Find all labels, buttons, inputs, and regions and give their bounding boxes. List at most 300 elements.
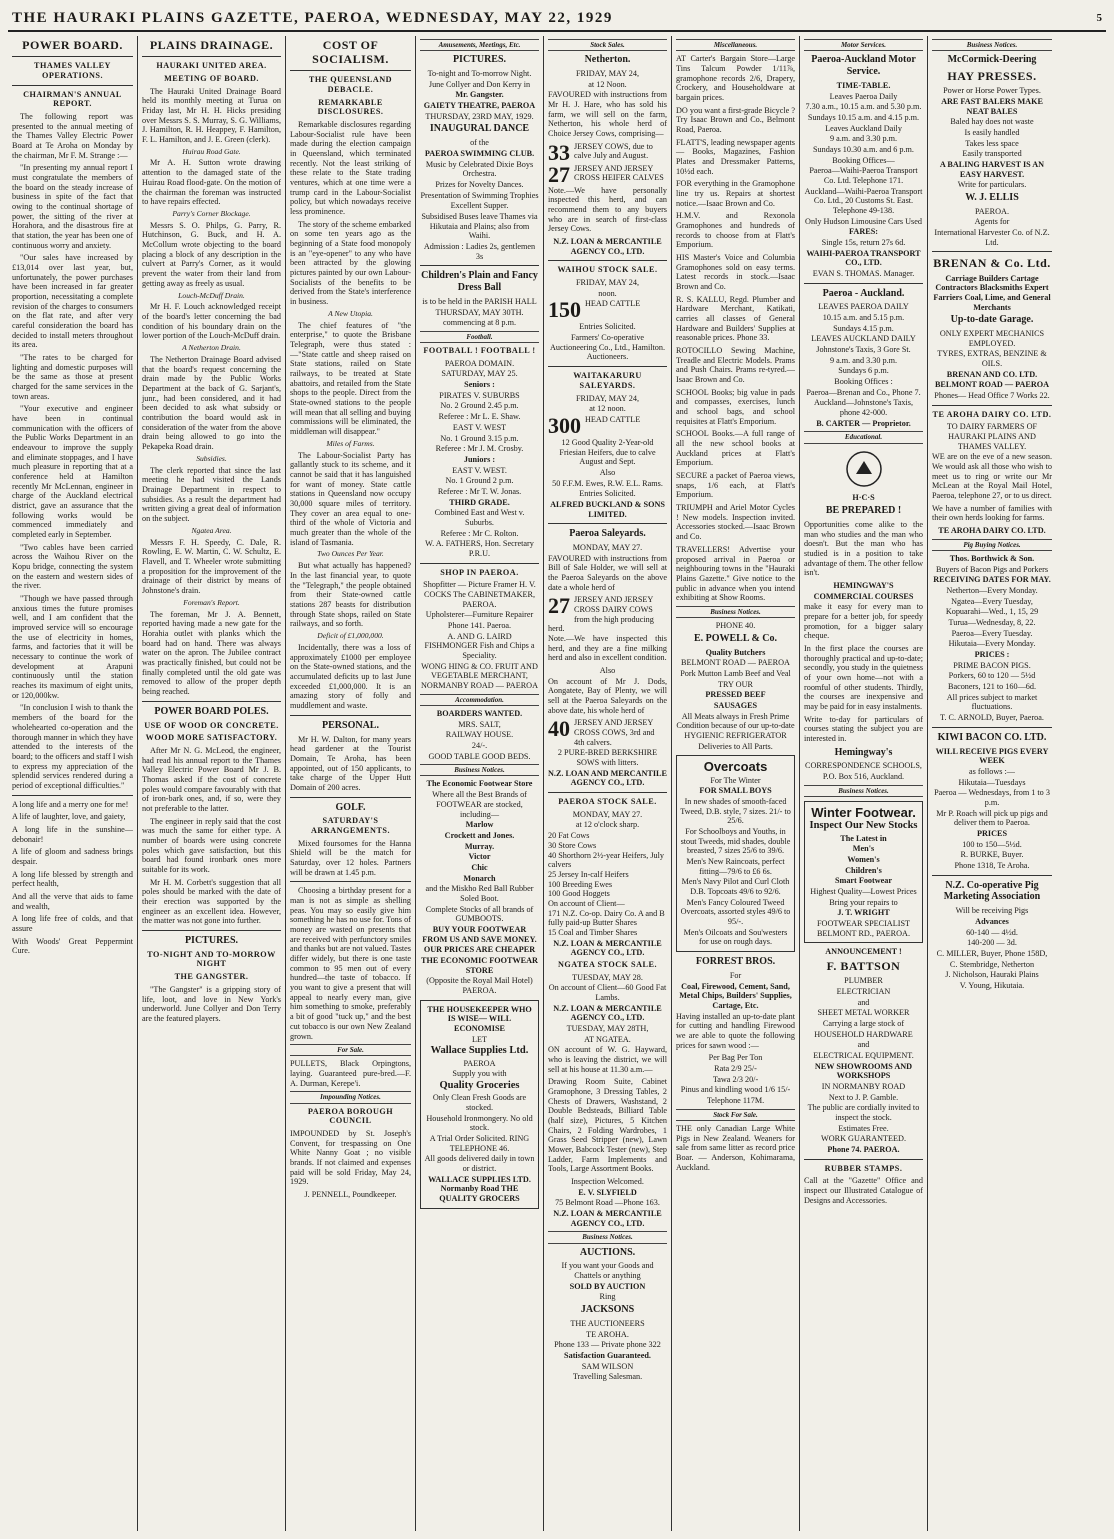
power-types: Power or Horse Power Types.	[943, 86, 1041, 96]
boarders-place: RAILWAY HOUSE.	[445, 730, 514, 740]
divider	[932, 875, 1052, 876]
hemingways-full: Hemingway's	[834, 746, 893, 758]
sale-date: FRIDAY, MAY 24,	[575, 393, 640, 403]
paragraph: Messrs F. H. Speedy, C. Dale, R. Rowling, E. W. Martin, C. W. Schultz, E. Flavell, and T. Wheeler wrote submitting a proposition for the improvement of the drainage of their district by means of Johnstone's drain.	[142, 537, 281, 596]
category-label: For Sale.	[290, 1044, 411, 1056]
ball-heading: Children's Plain and Fancy Dress Ball	[421, 270, 538, 294]
paragraph: "Two cables have been carried across the Waihou River on the Kopu bridge, connecting the system on the eastern and western sides of the river.	[12, 542, 133, 591]
gumboots: Complete Stocks of all brands of GUMBOOTS.	[425, 904, 534, 924]
paragraph: The clerk reported that since the last meeting he had visited the Lands Drainage Department in respect to subsidies. As a result the department had written giving a great deal of information on the subject.	[142, 465, 281, 524]
sale-items: Drawing Room Suite, Cabinet Gramophone, 3 Dressing Tables, 2 Chests of Drawers, Washstand, 2 Double Bedsteads, Billiard Table (half size), Pictures, 5 Kitchen Chairs, 2 Folding Wardrobes, 1 Grass Seed Stripper (new), Lawn Mower, Babcock Tester (new), Step Ladder, Farm Implements and Tools, Large Assortment Books.	[548, 1077, 667, 1174]
mechanics: ONLY EXPERT MECHANICS EMPLOYED.	[939, 329, 1045, 348]
battson-normanby: IN NORMANBY ROAD	[821, 1082, 906, 1091]
lot-count: 150	[548, 297, 581, 323]
subject: All prices subject to market fluctuations.	[946, 692, 1038, 712]
wright-name: J. T. WRIGHT	[837, 908, 890, 918]
battson-electrical: ELECTRICAL EQUIPMENT.	[813, 1050, 914, 1060]
pa-line: Booking Offices :	[834, 377, 893, 387]
brenan-builders: Carriage Builders Cartage Contractors Blacksmiths Expert Farriers Coal, Lime, and General Merchants	[933, 273, 1051, 312]
fresh-label: Only Clean Fresh Goods are stocked.	[432, 1093, 527, 1113]
battson-showrooms: NEW SHOWROOMS AND WORKSHOPS	[814, 1061, 913, 1081]
phone-label: PHONE 40.	[715, 621, 756, 631]
edu-text: Opportunities come alike to the man who studies and the man who doesn't. But the man who has studied is in a position to take advantage of them. The other fellow isn't.	[804, 519, 923, 578]
battson-carrying: Carrying a large stock of	[822, 1018, 905, 1028]
brand: Chic	[471, 862, 488, 872]
commercial-courses: COMMERCIAL COURSES	[813, 591, 914, 601]
football-date: SATURDAY, MAY 25.	[441, 369, 518, 379]
sale-heading: Netherton.	[584, 54, 631, 66]
mens-label: Men's	[852, 844, 875, 854]
pa-line: Johnstone's Taxis, 3 Gore St.	[816, 345, 911, 355]
overcoat-line: Men's Oilcoats and Sou'westers for use on rough days.	[683, 927, 788, 947]
paragraph: The Labour-Socialist Party has gallantly stuck to its scheme, and it cannot be said that it has languished for want of money. State cattle stations in Queensland now occupy 30,000 square miles of territory. They cover an area equal to one-third of the whole of Victoria and much greater than the whole of the island of Tasmania.	[290, 450, 411, 547]
shop-line: Upholsterer—Furniture Repairer	[425, 610, 534, 620]
waihi-transport: WAIHI-PAEROA TRANSPORT CO., LTD.	[806, 248, 921, 268]
battson-phone: Phone 74. PAEROA.	[827, 1145, 900, 1155]
slyfield: E. V. SLYFIELD	[578, 1187, 637, 1197]
prices2: PRICES	[976, 828, 1008, 838]
try-our: TRY OUR	[718, 679, 753, 689]
pobox: P.O. Box 516, Auckland.	[822, 772, 905, 782]
divider	[804, 283, 923, 284]
dairy-heading: TE AROHA DAIRY CO. LTD.	[932, 409, 1052, 419]
sale-heading: PAEROA STOCK SALE.	[558, 797, 657, 807]
kiwi-will: WILL RECEIVE PIGS EVERY WEEK	[935, 746, 1049, 766]
dairy-text: We have a number of families with their own herds looking for farms.	[932, 503, 1052, 523]
ball-time: commencing at 8 p.m.	[443, 318, 516, 328]
overcoat-line: In new shades of smooth-faced Tweed, D.B. style, 7 sizes. 21/- to 25/6.	[680, 796, 791, 826]
divider	[12, 795, 133, 796]
receiving2: Will be receiving Pigs	[955, 906, 1029, 916]
boarders-name: MRS. SALT,	[458, 719, 501, 729]
lot-count: 27	[548, 593, 570, 619]
paragraph: Mixed foursomes for the Hanna Shield will be the match for Saturday, over 12 holes. Partners will be drawn at 1.45 p.m.	[290, 838, 411, 877]
lot	[548, 412, 667, 438]
pig-date: Kopuarahi—Wed., 1, 15, 29	[945, 607, 1039, 617]
dance-club: PAEROA SWIMMING CLUB.	[424, 148, 535, 158]
sale-line: 15 Coal and Timber Shares	[548, 927, 638, 937]
house-heading: THE HOUSEKEEPER WHO IS WISE— WILL ECONOMISE	[427, 1004, 532, 1033]
category-label: Business Notices.	[420, 764, 539, 776]
childrens-label: Children's	[845, 865, 882, 875]
divider	[290, 715, 411, 716]
small-boys: FOR SMALL BOYS	[699, 786, 772, 796]
footwear-tail: and the Miskho Red Ball Rubber Soled Boot.	[425, 884, 534, 903]
pictures-film: Mr. Gangster.	[455, 90, 504, 100]
motor-line: 9 a.m. and 3.30 p.m.	[829, 134, 898, 144]
sale-place: AT NGATEA.	[584, 1034, 631, 1044]
agency: N.Z. LOAN & MERCANTILE AGENCY CO., LTD.	[553, 1003, 662, 1023]
poem-line: A long life in the sunshine—debonair!	[12, 824, 133, 844]
auctions-heading: AUCTIONS.	[579, 1246, 636, 1258]
sale-time: at 12 noon.	[589, 404, 626, 414]
sale-line: 100 Breeding Ewes	[548, 879, 613, 889]
category-label: Business Notices.	[676, 606, 795, 618]
pa-line: Sundays 4.15 p.m.	[833, 323, 894, 333]
poem-line: A long life and a merry one for me!	[12, 799, 129, 809]
category-label: Business Notices.	[932, 39, 1052, 51]
sale-line: 50 F.F.M. Ewes, R.W. E.L. Rams.	[552, 478, 663, 488]
divider	[420, 563, 539, 564]
hcs-emblem-icon	[844, 449, 884, 489]
sale-date: TUESDAY, MAY 28TH,	[566, 1023, 649, 1033]
lot	[548, 139, 667, 165]
battson-and2: and	[857, 1040, 870, 1050]
boarders-heading: BOARDERS WANTED.	[436, 708, 523, 718]
price-head: Per Bag Per Ton	[708, 1053, 763, 1063]
classified-ad: THE only Canadian Large White Pigs in New Zealand. Weaners for sale from same litter as record price Boar. — Anderson, Kohimarama, Auckland.	[676, 1123, 795, 1172]
divider	[290, 797, 411, 798]
paragraph: After Mr N. G. McLeod, the engineer, had read his annual report to the Thames Valley Electric Power Board Mr J. B. Thomas asked if the cost of concrete poles would compare favourably with that of iron-bark ones, and, if so, were they not preferable to the latter.	[142, 745, 281, 813]
sausages: SAUSAGES	[713, 700, 758, 710]
wallace-name: Wallace Supplies Ltd.	[430, 1045, 529, 1057]
divider	[932, 727, 1052, 728]
item-title: Parry's Corner Blockage.	[172, 208, 251, 218]
divider	[12, 85, 133, 86]
porkers: Porkers, 60 to 120 — 5½d	[948, 671, 1036, 681]
lot	[548, 595, 667, 634]
masthead-title: THE HAURAKI PLAINS GAZETTE, PAEROA, WEDNESDAY, MAY 22, 1929	[12, 9, 613, 26]
fares: FARES:	[849, 227, 878, 237]
buy-slogan: BUY YOUR FOOTWEAR FROM US AND SAVE MONEY.	[422, 924, 537, 944]
paragraph: Choosing a birthday present for a man is not as simple as shelling peas. You may so easily give him something he has no use for. Tons of money are wasted on presents that are received with perfunctory smiles and thanks but are not valued. Tastes differ widely, but there is one taste common to 95 men out of every hundred—the taste of tobacco. If you want to give a present that will appeal to nearly every man, give him something to smoke, preferably a bit of good "tuck up," and the best cut tobacco is our own New Zealand grown.	[290, 886, 411, 1041]
poem-line: With Woods' Great Peppermint Cure.	[12, 936, 133, 956]
fast-balers: ARE FAST BALERS MAKE NEAT BALES	[941, 96, 1043, 116]
lot-text: JERSEY AND JERSEY CROSS DAIRY COWS from the high producing herd.	[548, 595, 654, 634]
ball-where: is to be held in the PARISH HALL	[422, 296, 537, 306]
theatre-date: THURSDAY, 23RD MAY, 1929.	[425, 111, 534, 121]
sold-by-auction: SOLD BY AUCTION	[569, 1281, 646, 1291]
sale-note: Note.—We have inspected this herd, and they are a fine milking herd and also in excellent condition.	[548, 634, 667, 663]
article-subheading: TO-NIGHT AND TO-MORROW NIGHT	[147, 949, 276, 969]
brand: Murray.	[464, 841, 495, 851]
write: Write for particulars.	[957, 180, 1027, 190]
paragraph: Mr H. W. Dalton, for many years head gardener at the Tourist Domain, Te Aroha, has been appointed, out of 150 applicants, to take charge of the Upper Hutt Domain of 200 acres.	[290, 734, 411, 792]
lot-count: 300	[548, 412, 581, 438]
poem-line: A long life blessed by strength and perfect health,	[12, 869, 133, 889]
paragraph: "The rates to be charged for lighting and domestic purposes will be the same as those at present charged for the same services in the town areas.	[12, 352, 133, 401]
paragraph: The following report was presented to the annual meeting of the Thames Valley Electric Power Board at Te Aroha on Monday by the chairman, Mr F. M. Strange :—	[12, 111, 133, 160]
battson-sheet: SHEET METAL WORKER	[817, 1008, 910, 1018]
brenan-phones: Phones— Head Office 7 Works 22.	[934, 391, 1050, 401]
article-section: REMARKABLE DISCLOSURES.	[317, 97, 384, 117]
let-label: LET	[471, 1034, 487, 1044]
match-referee: Referee : Mr J. M. Crosby.	[435, 444, 524, 454]
wallace-footer: WALLACE SUPPLIES LTD. Normanby Road THE QUALITY GROCERS	[428, 1174, 531, 1204]
wright-specialist: FOOTWEAR SPECIALIST BELMONT RD., PAEROA.	[816, 919, 911, 938]
forrest-goods: Coal, Firewood, Cement, Sand, Metal Chips, Builders' Supplies, Cartage, Etc.	[679, 981, 792, 1010]
boarders-price: 24/-.	[471, 740, 488, 750]
classified-ad: AT Carter's Bargain Store—Large Tins Talcum Powder 1/11⅞, gramophone records 2/6, Drapery, Crockery, and Householdware at bargain prices.	[676, 54, 795, 102]
classified-ad: HIS Master's Voice and Columbia Gramophones sold on easy terms. Latest records in stock.—Isaac Brown and Co.	[676, 253, 795, 292]
pa-line: LEAVES PAEROA DAILY	[818, 302, 909, 312]
announcement: ANNOUNCEMENT !	[825, 947, 902, 957]
divider	[12, 56, 133, 57]
grade-label: THIRD GRADE.	[449, 497, 510, 507]
overcoats-heading: Overcoats	[703, 759, 768, 775]
match-detail: No. 1 Ground 2 p.m.	[445, 476, 514, 486]
sale-text: On account of Mr J. Dods, Aongatete, Bay of Plenty, we will sell at the Paeroa Saleyards on the above date, his whole herd of	[548, 676, 667, 715]
hay-line: Baled hay does not waste	[950, 117, 1034, 127]
divider	[932, 251, 1052, 252]
grade-label: Seniors :	[464, 380, 495, 390]
football-heading: FOOTBALL ! FOOTBALL !	[423, 346, 536, 356]
powell-name: E. POWELL & Co.	[693, 632, 778, 644]
footwear-heading: The Economic Footwear Store	[426, 779, 533, 789]
quality-label: Highest Quality—Lowest Prices	[810, 887, 917, 897]
classified-ad: ROTOCILLO Sewing Machine, Treadle and Electric Models. Prams and Push Chairs. Prams re-tyred.—Isaac Brown and Co.	[676, 346, 795, 385]
item-title: Huirau Road Gate.	[182, 146, 241, 156]
masthead	[8, 6, 1106, 32]
paragraph: The Netherton Drainage Board advised that the board's request concerning the drain made by the Public Works Department at the back of G. Sarjant's, junr., had been considered, and it had been decided to ask what subsidy or contribution the board would ask in consideration of the water from the above drain being allowed to go into the Pekapeka Road drain.	[142, 355, 281, 452]
burke: R. BURKE, Buyer.	[960, 850, 1024, 860]
ellis: W. J. ELLIS	[965, 191, 1019, 203]
article-subheading: USE OF WOOD OR CONCRETE.	[144, 720, 279, 730]
rubber-text: Call at the "Gazette" Office and inspect our Illustrated Catalogue of Designs and Accessories.	[804, 1176, 923, 1205]
adv2: 140-200 — 3d.	[967, 938, 1017, 948]
lot-text: HEAD CATTLE	[585, 299, 641, 309]
ring-label: A Trial Order Solicited. RING TELEPHONE 46.	[429, 1134, 530, 1153]
divider	[804, 1159, 923, 1160]
prime-label: PRIME BACON PIGS.	[953, 660, 1031, 670]
lot-text: JERSEY AND JERSEY CROSS COWS, 3rd and 4th calvers.	[574, 718, 655, 747]
sale-line: 25 Jersey In-calf Heifers	[548, 869, 629, 879]
pig-date: Turua—Wednesday, 8, 22.	[948, 618, 1036, 628]
nicholson: J. Nicholson, Hauraki Plains	[945, 970, 1039, 980]
motor-line: Leaves Auckland Daily	[825, 123, 902, 133]
classified-ad: R. S. KALLU, Regd. Plumber and Hardware Merchant, Katikati, carries all classes of General Hardware and Builders' Supplies at reasonable prices. Phone 33.	[676, 294, 795, 343]
baconers: Baconers, 121 to 160—6d.	[947, 682, 1036, 692]
kiwi-as: as follows :—	[969, 766, 1015, 776]
classified-ad: H.M.V. and Rexonola Gramophones and hundreds of records to choose from at Flatt's Emporium.	[676, 211, 795, 250]
edu-text: make it easy for every man to prepare for a better job, for speedy promotion, for a bigger salary cheque.	[804, 602, 923, 641]
column-2	[138, 36, 286, 1531]
price-row: Tawa 2/3 20/-	[712, 1074, 759, 1084]
motor-line: Sundays 10.30 a.m. and 6 p.m.	[813, 144, 914, 154]
prices-label: PRICES :	[974, 650, 1010, 660]
sale-line: 20 Fat Cows	[548, 831, 590, 841]
article-subheading: THE QUEENSLAND DEBACLE.	[308, 75, 393, 94]
battson-name: F. BATTSON	[826, 959, 901, 974]
lot-text: JERSEY COWS, due to calve July and August.	[574, 141, 653, 161]
dance-prizes: Prizes for Novelty Dances.	[435, 179, 524, 189]
paragraph: "Our sales have increased by £13,014 over last year, but, unfortunately, the power purchases have been increased in far greater proportion, necessitating a complete revision of the charges to consumers on the flat rate, and after very careful consideration the board has decided to install meters throughout its area.	[12, 253, 133, 350]
match-detail: No. 2 Ground 2.45 p.m.	[440, 401, 519, 411]
paragraph: Mr A. H. Sutton wrote drawing attention to the damaged state of the Huirau Road flood-gate. On the motion of the chairman the foreman was instructed to have repairs effected.	[142, 158, 281, 207]
forrest-phone: Telephone 117M.	[706, 1095, 765, 1105]
sale-time: at 12 Noon.	[588, 79, 627, 89]
bring-label: Bring your repairs to	[829, 897, 898, 907]
battson-electrician: ELECTRICIAN	[836, 986, 891, 996]
item-title: Ngatea Area.	[191, 525, 232, 535]
dance-buses: Subsidised Buses leave Thames via Hikutaia and Plains; also from Waihi.	[421, 211, 538, 241]
cheaper-slogan: OUR PRICES ARE CHEAPER	[423, 945, 536, 955]
sale-text: ON account of W. G. Hayward, who is leaving the district, we will sell at his house at 11.30 a.m.—	[548, 1045, 667, 1074]
match-detail: No. 1 Ground 3.15 p.m.	[440, 433, 519, 443]
sale-heading: WAIHOU STOCK SALE.	[557, 265, 658, 275]
sale-heading: Paeroa Saleyards.	[569, 528, 646, 540]
coop-heading: N.Z. Co-operative Pig Marketing Association	[943, 879, 1041, 903]
lot-count: 40	[548, 716, 570, 742]
buyers: Buyers of Bacon Pigs and Porkers	[935, 564, 1049, 574]
sale-note: Note.—We have personally inspected this herd, and can recommend them to any buyers who are in search of first-class Jersey Cows.	[548, 185, 667, 234]
pig-date: Hikutaia—Every Monday.	[948, 639, 1036, 649]
column-6	[672, 36, 800, 1531]
divider	[932, 405, 1052, 406]
divider	[548, 260, 667, 261]
overcoats-for: For The Winter	[710, 775, 761, 785]
classified-ad: FOR everything in the Gramophone line try us. Repairs at shortest notice.—Isaac Brown and Co.	[676, 179, 795, 208]
motor-line: Auckland—Waihi-Paeroa Transport Co. Ltd., 20 Customs St. East. Telephone 49-138.	[804, 186, 923, 215]
paragraph: The Hauraki United Drainage Board held its monthly meeting at Turua on Friday last, Mr H. H. Hicks presiding over Messrs S. S. Murray, S. G. Williams, J. Hamilton, R. H. Heappey, F. Hamilton, F. L. Hamilton, and J. E. Green (clerk).	[142, 86, 281, 144]
page-number: 5	[1096, 12, 1102, 24]
sale-date: FRIDAY, MAY 24,	[575, 69, 640, 79]
classified-ad: FLATT'S, leading newspaper agents — Books, Magazines, Fashion Plates and Dressmaker Patterns, 10½d each.	[676, 137, 795, 176]
stembridge: C. Stembridge, Netherton	[949, 959, 1035, 969]
paragraph: Messrs S. O. Philps, G. Parry, R. Hutchinson, G. Buck, and H. A. McCollum wrote objecting to the board placing a block of any description in the culvert at Parry's Corner, as it would prevent the water from their land from getting away as freely as usual.	[142, 220, 281, 288]
article-heading-power-board: POWER BOARD.	[22, 38, 123, 52]
be-prepared: BE PREPARED !	[825, 505, 902, 517]
schools: CORRESPONDENCE SCHOOLS,	[805, 761, 922, 771]
dance-admission: Admission : Ladies 2s, gentlemen 3s	[423, 241, 536, 261]
dairy-text: WE are on the eve of a new season. We would ask all those who wish to meet us to ring or write our Mr McLean at the Royal Mail Hotel, Paeroa, telephone 27, or to us direct.	[932, 452, 1052, 501]
column-4	[416, 36, 544, 1531]
agency: N.Z. LOAN AND MERCANTILE AGENCY CO., LTD.	[548, 768, 667, 788]
mccormick: McCormick-Deering	[947, 54, 1037, 66]
category-label: Stock For Sale.	[676, 1109, 795, 1121]
overcoat-line: Men's New Raincoats, perfect fitting—79/6 to £6 6s.	[686, 857, 785, 876]
jacksons: JACKSONS	[580, 1304, 635, 1316]
match-teams: EAST V. WEST	[452, 422, 507, 432]
pa-line: Auckland—Johnstone's Taxis, phone 42-000.	[814, 398, 913, 418]
edu-text: Write to-day for particulars of courses stating the subject you are interested in.	[804, 714, 923, 743]
divider	[548, 523, 667, 524]
hemingways: HEMINGWAY'S	[833, 580, 894, 590]
sale-line: 40 Shorthorn 2½-year Heifers, July calvers	[548, 850, 664, 870]
sale-date: MONDAY, MAY 27.	[572, 809, 643, 819]
supply-label: Supply you with	[452, 1069, 507, 1079]
sale-line: 30 Store Cows	[548, 840, 597, 850]
paragraph: "In presenting my annual report I must congratulate the members of the board on the steady increase of business in spite of the fact that owing to the continual shortage of power, the sitting of the river at Horahora, and the disastrous fire at that station, the year has been one of continuous worry and anxiety.	[12, 163, 133, 250]
fares-detail: Single 15s, return 27s 6d.	[821, 237, 906, 247]
paragraph: Incidentally, there was a loss of approximately £1000 per employee on the State-owned stations, and the accumulated deficits up to last June exceeded £1,000,000. It is an amazing story of folly and muddlement and waste.	[290, 643, 411, 711]
secretary: W. A. FATHERS, Hon. Secretary P.R.U.	[425, 539, 534, 558]
dairy-sign: TE AROHA DAIRY CO. LTD.	[938, 526, 1046, 536]
dance-of: of the	[470, 138, 489, 148]
overcoat-line: Men's Fancy Coloured Tweed Overcoats, assorted styles 49/6 to 95/-.	[680, 897, 791, 927]
carter: B. CARTER — Proprietor.	[816, 418, 911, 428]
timetable: TIME-TABLE.	[836, 80, 891, 90]
article-section: CHAIRMAN'S ANNUAL REPORT.	[23, 89, 122, 109]
sale-line: 100 Good Hoggets	[548, 889, 610, 899]
shop-line: A. AND G. LAIRD FISHMONGER Fish and Chips a Speciality.	[424, 631, 535, 660]
impound-heading: PAEROA BOROUGH COUNCIL	[307, 1106, 394, 1126]
article-section: WOOD MORE SATISFACTORY.	[145, 733, 278, 743]
boarders-tag: GOOD TABLE GOOD BEDS.	[428, 751, 531, 761]
arnold: T. C. ARNOLD, Buyer, Paeroa.	[940, 713, 1044, 723]
ellis-town: PAEROA.	[974, 206, 1010, 216]
latest-label: The Latest in	[840, 833, 887, 843]
article-heading-pictures: PICTURES.	[184, 935, 239, 947]
grade-label: Juniors :	[463, 454, 496, 464]
paragraph: The story of the scheme embarked on some ten years ago as the beginning of a State food monopoly is an "eye-opener" to any who have been attracted by the glowing pictures painted by our own Labour-Socialists of the benefits to be derived from the State's interference in business.	[290, 219, 411, 307]
te-aroha: TE AROHA.	[586, 1329, 629, 1339]
satisfaction: Satisfaction Guaranteed.	[564, 1350, 651, 1360]
overcoat-line: Men's Navy Pilot and Curl Cloth D.B. Topcoats 49/6 to 92/6.	[681, 877, 790, 897]
columns	[8, 36, 1106, 1531]
brenan: BRENAN & Co. Ltd.	[933, 256, 1051, 271]
dance-trophies: Presentation of Swimming Trophies	[420, 190, 539, 200]
divider	[290, 881, 411, 882]
salesman: Travelling Salesman.	[572, 1372, 643, 1382]
kiwi-heading: KIWI BACON CO. LTD.	[937, 731, 1047, 743]
winter-footwear-ad	[804, 801, 923, 943]
motor-line: Only Hudson Limousine Cars Used	[805, 216, 922, 226]
sale-heading: WAITAKARURU SALEYARDS.	[573, 371, 642, 390]
shop-line: Phone 141. Paeroa.	[447, 620, 512, 630]
poem-line: And all the verve that aids to fame and wealth,	[12, 891, 133, 911]
belmont: BELMONT ROAD — PAEROA	[681, 658, 790, 668]
match-teams: PIRATES V. SUBURBS	[439, 390, 520, 400]
forrest-for: For	[729, 970, 742, 980]
paragraph: "Your executive and engineer have been in continual communication with the officers of the Public Works Department in an endeavour to improve the supply and eliminate stoppages, and I have much pleasure in reporting that at a conference held at Hamilton recently Mr McLennan, engineer in charge of the Auckland electrical district, gave an assurance that the following works would be commenced immediately and completed early in September.	[12, 404, 133, 540]
dance-supper: Excellent Supper.	[450, 201, 509, 211]
auctioneers: THE AUCTIONEERS	[570, 1318, 645, 1328]
paragraph: The chief features of "the enterprise," to quote the Brisbane Telegraph, were thus stated :—"State cattle and sheep raised on State stations, railed on State railways, to be treated at State abattoirs, and retailed from the State shops to the people. Direct from the State-owned stations to the people will mean that all selling and buying commissions will be eliminated, the middleman will disappear."	[290, 320, 411, 437]
baling: A BALING HARVEST IS AN EASY HARVEST.	[939, 159, 1045, 179]
article-subheading: THAMES VALLEY OPERATIONS.	[34, 61, 111, 80]
to-dairy: TO DAIRY FARMERS OF HAURAKI PLAINS AND THAMES VALLEY.	[946, 422, 1038, 451]
lot	[548, 718, 667, 747]
pig-date: Netherton—Every Monday.	[946, 586, 1038, 596]
category-label: Business Notices.	[804, 785, 923, 797]
advances: Advances	[975, 916, 1009, 926]
inspection: Inspection Welcomed.	[571, 1177, 644, 1186]
phone1318: Phone 1318, Te Aroha.	[954, 861, 1030, 870]
smart-label: Smart Footwear	[834, 876, 893, 886]
pictures-when: To-night and To-morrow Night.	[427, 69, 532, 79]
category-label: Educational.	[804, 431, 923, 443]
category-label: Motor Services.	[804, 39, 923, 51]
article-section: THE GANGSTER.	[174, 972, 249, 982]
impound-signature: J. PENNELL, Poundkeeper.	[304, 1190, 397, 1200]
hay-presses: HAY PRESSES.	[947, 69, 1037, 84]
divider	[420, 265, 539, 266]
sale-line: Also	[599, 467, 616, 477]
entries: Entries Solicited.	[579, 322, 636, 332]
battson-household: HOUSEHOLD HARDWARE	[814, 1029, 913, 1039]
sale-heading: NGATEA STOCK SALE.	[557, 959, 657, 969]
paragraph: But what actually has happened? In the last financial year, to quote the "Telegraph," the people obtained from their State-owned cattle stations 287 beasts for distribution through State shops, railed on State railways, and so forth.	[290, 561, 411, 629]
classified-ad: TRIUMPH and Ariel Motor Cycles ! New models. Inspection invited. Accessories stocked.—Isaac Brown and Co.	[676, 503, 795, 542]
garage: Up-to-date Garage.	[950, 314, 1034, 326]
item-title: Louch-McDuff Drain.	[178, 290, 245, 300]
paragraph: "The Gangster" is a gripping story of life, loot, and love in New York's underworld. June Collyer and Don Terry are the featured players.	[142, 984, 281, 1023]
sale-time: at 12 o'clock sharp.	[575, 820, 640, 830]
sale-line: 2 PURE-BRED BERKSHIRE SOWS with litters.	[557, 748, 658, 768]
dance-heading: INAUGURAL DANCE	[429, 123, 530, 135]
wallace-ad	[420, 1000, 539, 1209]
shop-line: WONG HING & CO. FRUIT AND VEGETABLE MERCHANT, NORMANBY ROAD — PAEROA	[421, 661, 538, 690]
pa-line: 9 a.m. and 3.30 p.m.	[829, 355, 898, 365]
column-1	[8, 36, 138, 1531]
paragraph: The engineer in reply said that the cost was much the same for either type. A number of boards were using concrete poles which gave satisfaction, but this board had found ironbark ones more suitable for its work.	[142, 816, 281, 874]
classified-ad: SCHOOL Books; big value in pads and compasses, exercises, lunch and school bags, and school requisites at Flatt's Emporium.	[676, 387, 795, 426]
classified-ad: SECURE a packet of Paeroa views, snaps, 1/6 each, at Flatt's Emporium.	[676, 471, 795, 500]
sale-date: TUESDAY, MAY 28.	[572, 972, 643, 982]
sale-also: Also	[599, 666, 616, 676]
agency: N.Z. LOAN & MERCANTILE AGENCY CO., LTD.	[553, 237, 662, 256]
